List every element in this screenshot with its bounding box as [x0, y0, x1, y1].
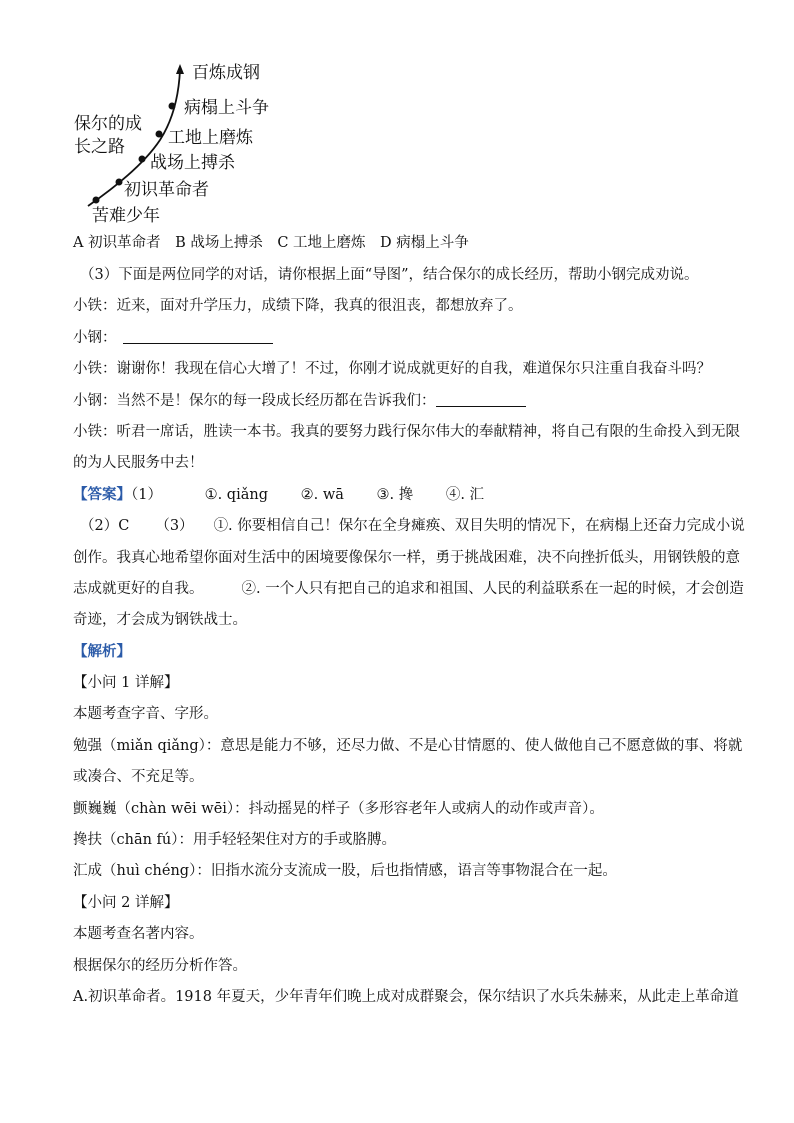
arrow-head-icon [176, 64, 184, 74]
stage-dot [169, 103, 176, 110]
dialog-text: 小钢：当然不是！保尔的每一段成长经历都在告诉我们： [73, 393, 436, 409]
stage-dot [116, 179, 123, 186]
dialog-tie-3-cont: 的为人民服务中去！ [73, 455, 204, 471]
answer-line-2 [80, 516, 745, 536]
answer-3-line-4: 奇迹，才会成为钢铁战士。 [73, 612, 247, 628]
answer-1-label: （1） [131, 487, 162, 503]
road-label-line2: 长之路 [74, 137, 125, 157]
dialog-gang-1 [73, 328, 273, 348]
word-explanation-cont: 或凑合、不充足等。 [73, 769, 204, 785]
answer-1-item: ③. 搀 [376, 487, 414, 503]
answer-blank [123, 329, 273, 344]
stage-dot [156, 131, 163, 138]
stage-dot [93, 197, 100, 204]
analysis-tag: 【解析】 [73, 643, 131, 660]
speaker-label: 小钢： [73, 330, 117, 346]
answer-3-text: ①. 你要相信自己！保尔在全身瘫痪、双目失明的情况下，在病榻上还奋力完成小说 [213, 518, 745, 534]
sub-question-2-heading: 【小问 2 详解】 [73, 895, 179, 911]
stage-label: 百炼成钢 [192, 63, 260, 83]
dialog-gang-2 [73, 391, 526, 411]
dialog-tie-2: 小铁：谢谢你！我现在信心大增了！不过，你刚才说成就更好的自我，难道保尔只注重自我奋斗吗？ [73, 361, 711, 377]
answer-1-item: ①. qiǎng [204, 487, 268, 503]
dialog-tie-1: 小铁：近来，面对升学压力，成绩下降，我真的很沮丧，都想放弃了。 [73, 298, 523, 314]
answer-3-line-2: 创作。我真心地希望你面对生活中的困境要像保尔一样，勇于挑战困难，决不向挫折低头，用钢铁般的意 [73, 550, 740, 566]
answer-blank [436, 392, 526, 407]
sub-question-2-method: 根据保尔的经历分析作答。 [73, 958, 247, 974]
road-label-line1: 保尔的成 [74, 114, 142, 134]
stage-label: 工地上磨炼 [168, 128, 253, 148]
word-explanation: 勉强（miǎn qiǎng）：意思是能力不够，还尽力做、不是心甘情愿的、使人做他自己不愿意做的事、将就 [73, 738, 743, 754]
question-3-prompt: （3）下面是两位同学的对话，请你根据上面“导图”，结合保尔的成长经历，帮助小钢完成劝说。 [80, 267, 699, 283]
sub-question-2-option-a: A.初识革命者。1918 年夏天，少年青年们晚上成对成群聚会，保尔结识了水兵朱赫来，从此走上革命道 [73, 989, 739, 1005]
answer-3-line-3 [73, 579, 744, 599]
stage-label: 病榻上斗争 [184, 98, 269, 118]
stage-label: 战场上搏杀 [150, 153, 235, 173]
answer-options: A 初识革命者 B 战场上搏杀 C 工地上磨炼 D 病榻上斗争 [73, 235, 469, 251]
sub-question-1-heading: 【小问 1 详解】 [73, 675, 179, 691]
sub-question-2-intro: 本题考查名著内容。 [73, 926, 204, 942]
answer-2-label: （2）C [80, 518, 130, 534]
stage-label: 苦难少年 [92, 206, 160, 226]
sub-question-1-intro: 本题考查字音、字形。 [73, 706, 218, 722]
word-explanation: 搀扶（chān fú）：用手轻轻架住对方的手或胳膊。 [73, 832, 397, 848]
answer-1-item: ②. wā [300, 487, 344, 503]
answer-1-item: ④. 汇 [445, 487, 485, 503]
answer-tag: 【答案】 [73, 486, 131, 503]
answer-3-text: ②. 一个人只有把自己的追求和祖国、人民的利益联系在一起的时候，才会创造 [241, 581, 744, 597]
word-explanation: 汇成（huì chéng）：旧指水流分支流成一股，后也指情感，语言等事物混合在一起。 [73, 863, 617, 879]
answer-line-1 [73, 485, 484, 505]
stage-dot [139, 156, 146, 163]
stage-label: 初识革命者 [124, 180, 209, 200]
answer-3-label: （3） [155, 518, 194, 534]
dialog-tie-3: 小铁：听君一席话，胜读一本书。我真的要努力践行保尔伟大的奉献精神，将自己有限的生命投入到无限 [73, 424, 740, 440]
word-explanation: 颤巍巍（chàn wēi wēi）：抖动摇晃的样子（多形容老年人或病人的动作或声音）。 [73, 801, 604, 817]
answer-3-text: 志成就更好的自我。 [73, 581, 204, 597]
